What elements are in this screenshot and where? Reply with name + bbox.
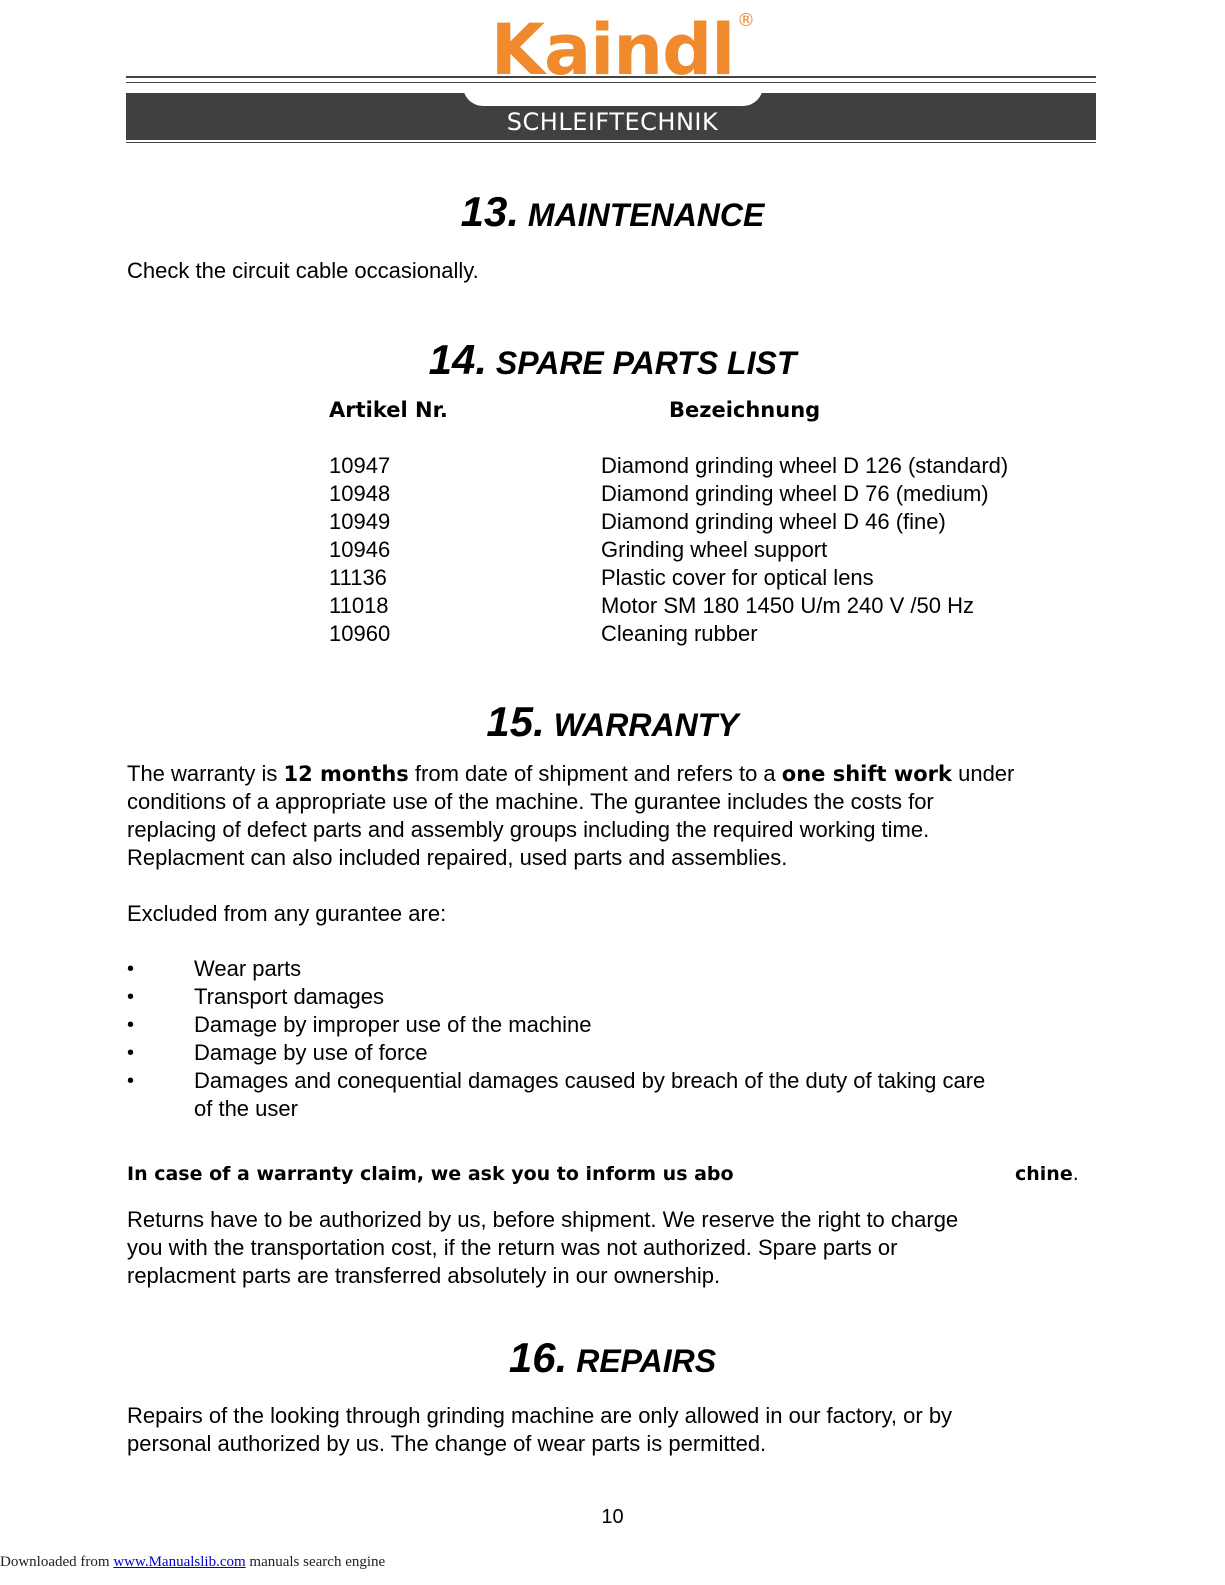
table-cell-article: 10946: [329, 537, 391, 562]
table-cell-description: Grinding wheel support: [601, 537, 828, 562]
text-run-bold: one shift work: [781, 762, 952, 786]
repairs-line: personal authorized by us. The change of wear parts is permitted.: [127, 1431, 767, 1456]
table-cell-description: Cleaning rubber: [601, 621, 758, 646]
heading-title: SPARE PARTS LIST: [495, 345, 797, 381]
table-cell-article: 10947: [329, 453, 391, 478]
heading-number: 13.: [460, 188, 520, 235]
table-cell-description: Plastic cover for optical lens: [601, 565, 874, 590]
table-cell-description: Diamond grinding wheel D 46 (fine): [601, 509, 946, 534]
warranty-paragraph-line: conditions of a appropriate use of the machine. The gurantee includes the costs for: [127, 789, 934, 814]
returns-line: you with the transportation cost, if the return was not authorized. Spare parts or: [127, 1235, 898, 1260]
heading-number: 15.: [486, 698, 545, 745]
table-cell-article: 11018: [329, 593, 389, 618]
maintenance-text: Check the circuit cable occasionally.: [127, 258, 479, 283]
warranty-paragraph-line: replacing of defect parts and assembly groups including the required working time.: [127, 817, 930, 842]
repairs-line: Repairs of the looking through grinding machine are only allowed in our factory, or by: [127, 1403, 953, 1428]
list-item: Damage by use of force: [194, 1040, 428, 1065]
heading-number: 14.: [428, 336, 487, 383]
heading-maintenance: [0, 188, 1225, 235]
bullet-icon: •: [127, 1070, 135, 1092]
list-item-continuation: of the user: [194, 1096, 298, 1121]
list-item: Transport damages: [194, 984, 384, 1009]
warranty-paragraph-line: [127, 760, 1014, 788]
table-cell-article: 11136: [329, 565, 387, 590]
text-run: under: [951, 761, 1015, 786]
registered-mark: ®: [737, 10, 755, 31]
bullet-icon: •: [127, 1014, 135, 1036]
text-run: .: [1072, 1163, 1079, 1185]
text-run-bold: chine: [1015, 1163, 1073, 1185]
list-item: Damages and conequential damages caused by breach of the duty of taking care: [194, 1068, 986, 1093]
table-cell-article: 10949: [329, 509, 391, 534]
heading-title: REPAIRS: [576, 1343, 717, 1379]
footer-prefix: Downloaded from: [0, 1554, 114, 1570]
footer-suffix: manuals search engine: [245, 1554, 386, 1570]
download-footer: [0, 1554, 385, 1571]
heading-title: MAINTENANCE: [527, 197, 765, 233]
table-cell-article: 10960: [329, 621, 391, 646]
column-header-article: Artikel Nr.: [329, 398, 448, 422]
heading-warranty: [0, 698, 1225, 745]
table-cell-description: Diamond grinding wheel D 126 (standard): [601, 453, 1009, 478]
heading-repairs: [0, 1334, 1225, 1381]
header-subtitle: SCHLEIFTECHNIK: [506, 108, 719, 136]
warranty-claim-text-end: [1015, 1162, 1079, 1186]
page-number: 10: [601, 1506, 624, 1528]
table-cell-description: Motor SM 180 1450 U/m 240 V /50 Hz: [601, 593, 974, 618]
table-cell-description: Diamond grinding wheel D 76 (medium): [601, 481, 989, 506]
column-header-description: Bezeichnung: [669, 398, 821, 422]
returns-line: Returns have to be authorized by us, before shipment. We reserve the right to charge: [127, 1207, 959, 1232]
excluded-intro: Excluded from any gurantee are:: [127, 901, 447, 926]
text-run: from date of shipment and refers to a: [408, 761, 782, 786]
manualslib-link[interactable]: www.Manualslib.com: [113, 1554, 246, 1570]
list-item: Damage by improper use of the machine: [194, 1012, 592, 1037]
table-cell-article: 10948: [329, 481, 391, 506]
bullet-icon: •: [127, 1042, 135, 1064]
bullet-icon: •: [127, 986, 135, 1008]
text-run-bold: 12 months: [283, 762, 409, 786]
warranty-claim-text: In case of a warranty claim, we ask you to inform us abo: [127, 1163, 734, 1185]
heading-title: WARRANTY: [553, 707, 739, 743]
heading-spare-parts: [0, 336, 1225, 383]
list-item: Wear parts: [194, 956, 302, 981]
kaindl-logo: Kaindl: [490, 9, 735, 91]
heading-number: 16.: [508, 1334, 568, 1381]
text-run: The warranty is: [127, 761, 284, 786]
header-rule-bottom: [126, 142, 1096, 143]
warranty-paragraph-line: Replacment can also included repaired, used parts and assemblies.: [127, 845, 788, 870]
returns-line: replacment parts are transferred absolutely in our ownership.: [127, 1263, 721, 1288]
bullet-icon: •: [127, 958, 135, 980]
